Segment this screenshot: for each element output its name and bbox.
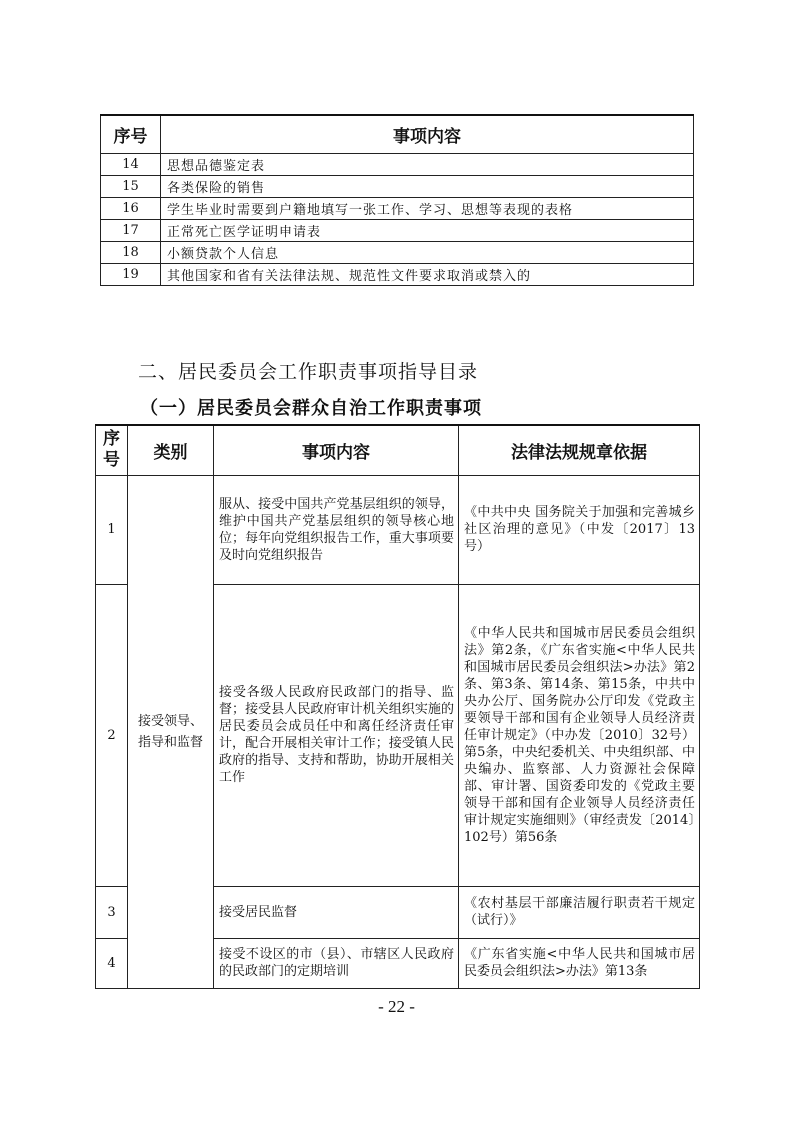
category-line2: 指导和监督 [137, 734, 203, 750]
table-row [101, 197, 694, 219]
row-text: 小额贷款个人信息 [161, 241, 694, 263]
item-content: 接受居民监督 [214, 886, 459, 938]
row-text: 学生毕业时需要到户籍地填写一张工作、学习、思想等表现的表格 [161, 197, 694, 219]
table2-header-law: 法律法规规章依据 [459, 425, 700, 475]
sub-heading: （一）居民委员会群众自治工作职责事项 [140, 398, 482, 419]
header-seq-line1: 序 [103, 429, 120, 450]
row-number: 17 [101, 219, 161, 241]
row-text: 正常死亡医学证明申请表 [161, 219, 694, 241]
abolished-items-table [100, 114, 694, 286]
item-content: 接受不设区的市（县）、市辖区人民政府的民政部门的定期培训 [214, 938, 459, 988]
item-content: 接受各级人民政府民政部门的指导、监督；接受县人民政府审计机关组织实施的居民委员会成员任中和离任经济责任审计，配合开展相关审计工作；接受镇人民政府的指导、支持和帮助，协助开展相关工作 [214, 584, 459, 886]
law-basis: 《中华人民共和国城市居民委员会组织法》第2条，《广东省实施<中华人民共和国城市居民委员会组织法>办法》第2条、第3条、第14条、第15条，中共中央办公厅、国务院办公厅印发《党政主要领导干部和国有企业领导人员经济责任审计规定》（中办发〔2010〕32号）第5条，中央纪委机关、中央组织部、中央编办、监察部、人力资源社会保障部、审计署、国资委印发的《党政主要领导干部和国有企业领导人员经济责任审计规定实施细则》（审经责发〔2014〕102号）第56条 [459, 584, 700, 886]
row-text: 其他国家和省有关法律法规、规范性文件要求取消或禁入的 [161, 263, 694, 285]
table-row [101, 175, 694, 197]
table2-header-item: 事项内容 [214, 425, 459, 475]
table2-header-row [96, 425, 700, 475]
table1-header-row [101, 115, 694, 153]
section-heading: 二、居民委员会工作职责事项指导目录 [138, 361, 479, 383]
row-number: 15 [101, 175, 161, 197]
table-row [101, 263, 694, 285]
category-cell [128, 475, 214, 988]
table-row [101, 153, 694, 175]
table1-header-seq: 序号 [101, 115, 161, 153]
law-basis: 《广东省实施<中华人民共和国城市居民委员会组织法>办法》第13条 [459, 938, 700, 988]
row-number: 3 [96, 886, 128, 938]
item-content: 服从、接受中国共产党基层组织的领导，维护中国共产党基层组织的领导核心地位；每年向党组织报告工作，重大事项要及时向党组织报告 [214, 475, 459, 584]
law-basis: 《农村基层干部廉洁履行职责若干规定（试行）》 [459, 886, 700, 938]
duties-table [95, 424, 700, 989]
table-row [96, 475, 700, 584]
law-basis: 《中共中央 国务院关于加强和完善城乡社区治理的意见》（中发〔2017〕13号） [459, 475, 700, 584]
row-number: 19 [101, 263, 161, 285]
table-row [101, 219, 694, 241]
row-text: 各类保险的销售 [161, 175, 694, 197]
header-seq-line2: 号 [103, 450, 120, 471]
row-number: 16 [101, 197, 161, 219]
row-number: 1 [96, 475, 128, 584]
category-line1: 接受领导、 [137, 713, 203, 729]
row-text: 思想品德鉴定表 [161, 153, 694, 175]
page-number: - 22 - [378, 997, 415, 1016]
table-row [101, 241, 694, 263]
row-number: 18 [101, 241, 161, 263]
row-number: 14 [101, 153, 161, 175]
table1-header-item: 事项内容 [161, 115, 694, 153]
row-number: 2 [96, 584, 128, 886]
table2-header-seq [96, 425, 128, 475]
row-number: 4 [96, 938, 128, 988]
table2-header-category: 类别 [128, 425, 214, 475]
